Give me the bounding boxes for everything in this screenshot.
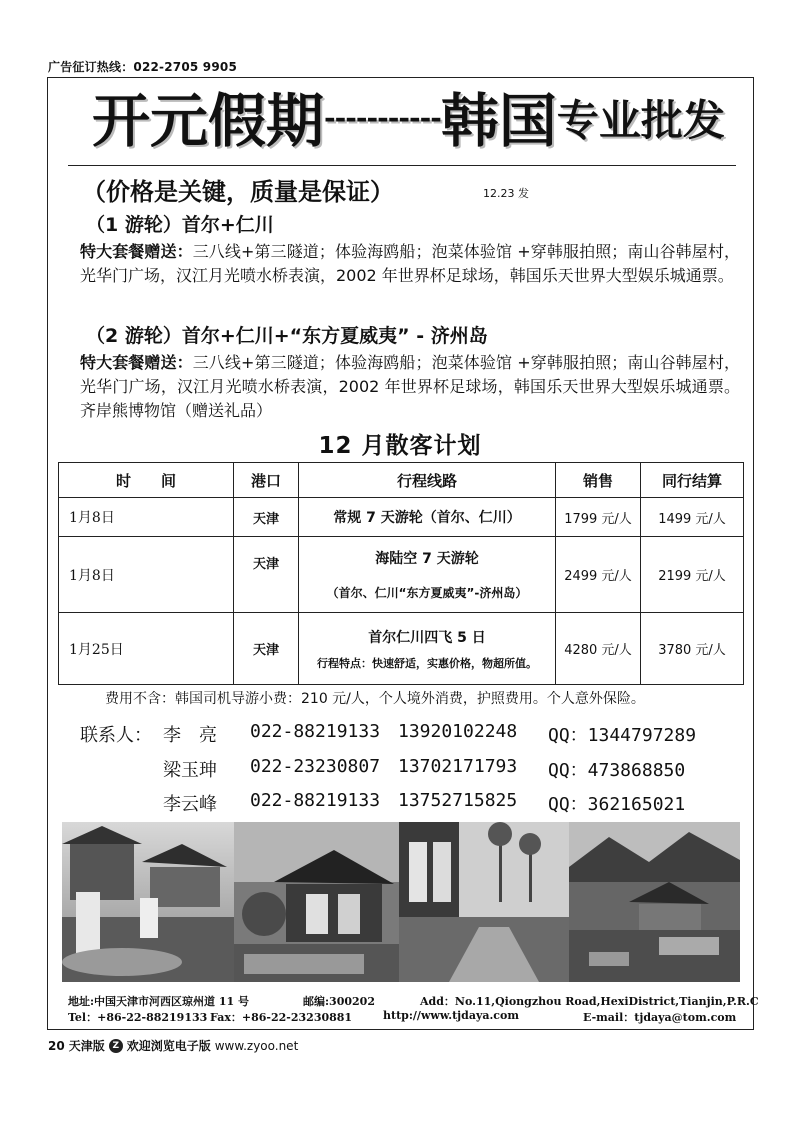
header-sale: 销售	[556, 463, 641, 498]
row-route-main: 海陆空 7 天游轮	[375, 551, 479, 567]
row-port: 天津	[234, 613, 299, 685]
contact-1-qq: QQ：1344797289	[548, 725, 697, 746]
row-route	[299, 537, 556, 613]
plan-title: 12 月散客计划	[318, 433, 482, 459]
row-route-main: 首尔仁川四飞 5 日	[368, 629, 486, 646]
package-2-title: （2 游轮）首尔+仁川+“东方夏威夷” - 济州岛	[86, 325, 488, 347]
ad-hotline: 广告征订热线：022-2705 9905	[48, 60, 238, 74]
package-1-gift-label: 特大套餐赠送：	[80, 242, 193, 261]
row-route	[299, 613, 556, 685]
headline-divider	[68, 165, 736, 166]
contact-2-phone: 022-23230807	[250, 756, 381, 777]
address-web[interactable]: http://www.tjdaya.com	[383, 1009, 519, 1022]
contact-3-qq: QQ：362165021	[548, 794, 686, 815]
slogan: （价格是关键，质量是保证）	[82, 178, 394, 206]
row-peer: 2199 元/人	[641, 537, 744, 613]
footer-text: 欢迎浏览电子版	[126, 1039, 211, 1053]
contact-3-name: 李云峰	[163, 794, 217, 815]
header-peer: 同行结算	[641, 463, 744, 498]
page-footer	[48, 1037, 298, 1054]
lagoon-resort-photo	[569, 822, 740, 982]
header-route: 行程线路	[299, 463, 556, 498]
row-sale: 1799 元/人	[556, 498, 641, 537]
package-1-title: （1 游轮）首尔+仁川	[86, 214, 274, 236]
row-peer: 1499 元/人	[641, 498, 744, 537]
table-row	[59, 613, 744, 685]
zyoo-logo-icon: Z	[109, 1039, 123, 1053]
row-route-note: 行程特点：快速舒适，实惠价格，物超所值。	[317, 656, 537, 670]
package-2-body	[80, 351, 740, 423]
contact-2-qq: QQ：473868850	[548, 760, 686, 781]
headline-dash: -----------	[324, 101, 441, 134]
schedule-table	[58, 462, 744, 685]
contact-2-mobile: 13702171793	[398, 756, 518, 777]
row-port: 天津	[234, 537, 299, 613]
table-row	[59, 498, 744, 537]
contact-1-mobile: 13920102248	[398, 721, 518, 742]
footer-url[interactable]: www.zyoo.net	[214, 1038, 299, 1053]
address-en: Add：No.11,Qiongzhou Road,HexiDistrict,Tianjin,P.R.C	[420, 995, 759, 1008]
address-fax: Fax：+86-22-23230881	[210, 1011, 353, 1024]
address-postcode: 邮编:300202	[303, 995, 375, 1008]
address-tel: Tel：+86-22-88219133	[68, 1011, 208, 1024]
contact-1-name: 李 亮	[163, 725, 217, 746]
contact-label: 联系人：	[80, 725, 152, 746]
issue-date: 12.23 发	[483, 187, 529, 200]
address-cn: 地址:中国天津市河西区琼州道 11 号	[68, 995, 250, 1008]
row-sale: 4280 元/人	[556, 613, 641, 685]
row-route	[299, 498, 556, 537]
row-peer: 3780 元/人	[641, 613, 744, 685]
row-date: 1月25日	[59, 613, 234, 685]
header-port: 港口	[234, 463, 299, 498]
package-2-gift-label: 特大套餐赠送：	[80, 353, 193, 372]
contact-3-phone: 022-88219133	[250, 790, 381, 811]
package-2-text: 三八线+第三隧道；体验海鸥船；泡菜体验馆 +穿韩服拍照；南山谷韩屋村，光华门广场，汉江月光喷水桥表演，2002 年世界杯足球场，韩国乐天世界大型娱乐城通票。齐岸熊博物馆（赠送礼品）	[80, 353, 740, 420]
page-number: 20	[48, 1038, 65, 1053]
headline-brand: 开元假期	[92, 87, 325, 155]
package-1-body	[80, 240, 740, 288]
table-row	[59, 537, 744, 613]
photo-strip	[62, 822, 740, 982]
row-route-main: 常规 7 天游轮（首尔、仁川）	[333, 510, 521, 526]
row-route-note: （首尔、仁川“东方夏威夷”-济州岛）	[326, 586, 528, 600]
headline	[92, 84, 732, 158]
row-port: 天津	[234, 498, 299, 537]
address-email[interactable]: E-mail：tjdaya@tom.com	[583, 1011, 737, 1024]
row-date: 1月8日	[59, 498, 234, 537]
contact-2-name: 梁玉珅	[163, 760, 217, 781]
resort-waterfall-photo	[62, 822, 234, 982]
contact-3-mobile: 13752715825	[398, 790, 518, 811]
table-header-row	[59, 463, 744, 498]
exclusions-note: 费用不含：韩国司机导游小费：210 元/人，个人境外消费，护照费用。个人意外保险。	[105, 691, 645, 707]
row-date: 1月8日	[59, 537, 234, 613]
header-time: 时 间	[59, 463, 234, 498]
contact-1-phone: 022-88219133	[250, 721, 381, 742]
row-sale: 2499 元/人	[556, 537, 641, 613]
headline-country: 韩国	[440, 87, 557, 155]
villa-night-photo	[234, 822, 399, 982]
package-1-text: 三八线+第三隧道；体验海鸥船；泡菜体验馆 +穿韩服拍照；南山谷韩屋村，光华门广场，汉江月光喷水桥表演，2002 年世界杯足球场，韩国乐天世界大型娱乐城通票。	[80, 242, 740, 285]
pool-palms-photo	[399, 822, 569, 982]
headline-tagline: 专业批发	[556, 96, 725, 145]
edition-label: 天津版	[68, 1039, 105, 1053]
